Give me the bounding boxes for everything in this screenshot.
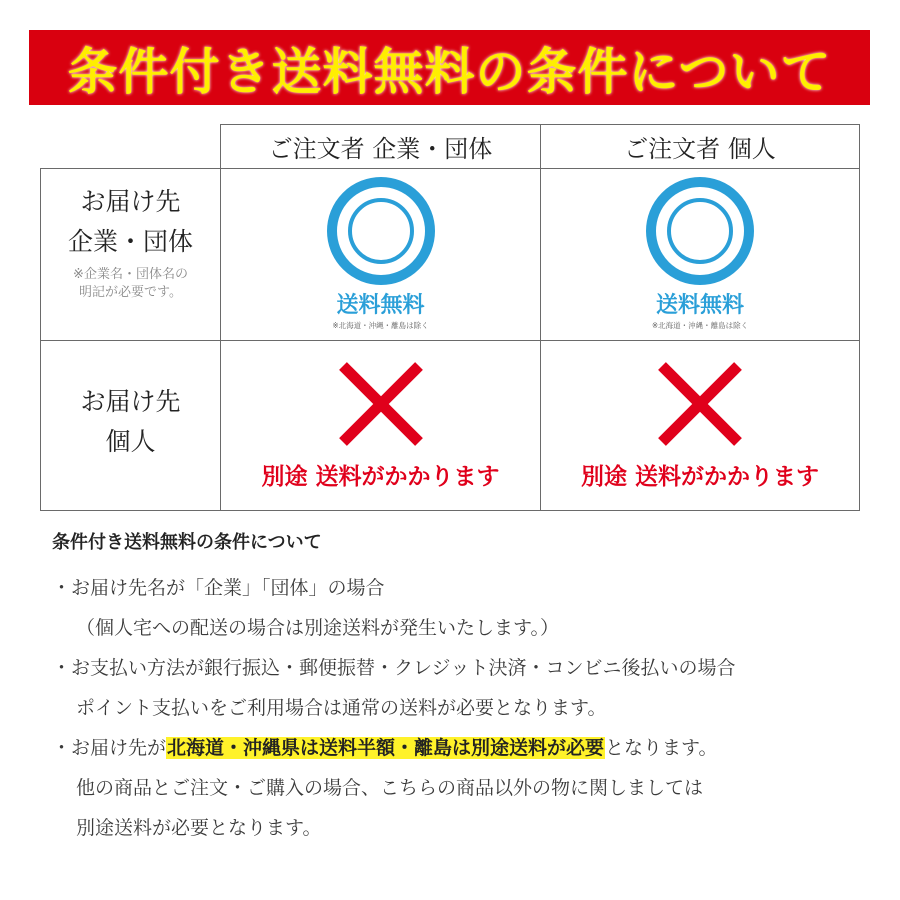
row-label-line1: お届け先	[80, 387, 181, 416]
row-label-line1: お届け先	[80, 187, 181, 216]
note-item-3-line1	[52, 728, 882, 768]
note-item-1-line2: （個人宅への配送の場合は別途送料が発生いたします。）	[76, 617, 559, 639]
note-item-3-prefix: ・お届け先が	[52, 737, 167, 759]
title-banner	[29, 30, 870, 105]
cell-individual-to-individual	[541, 356, 859, 510]
row-note-line1: ※企業名・団体名の	[73, 267, 188, 282]
row-note	[41, 266, 220, 301]
banner-title: 条件付き送料無料の条件について	[67, 42, 832, 101]
table-border-right	[859, 124, 860, 511]
notes-heading: 条件付き送料無料の条件について	[52, 532, 322, 553]
note-item-2-line2: ポイント支払いをご利用場合は通常の送料が必要となります。	[76, 697, 607, 719]
cell-individual-to-corporate	[541, 176, 859, 340]
note-item-3-suffix: となります。	[605, 737, 718, 759]
table-divider-header	[40, 168, 860, 169]
note-item-3-line3: 別途送料が必要となります。	[76, 817, 322, 839]
cross-icon	[333, 356, 429, 452]
table-divider-row	[40, 340, 860, 341]
free-shipping-label: 送料無料	[655, 293, 744, 318]
extra-shipping-label: 別途 送料がかかります	[580, 464, 819, 490]
row-label-line2: 個人	[105, 427, 156, 456]
note-item-3-highlight: 北海道・沖縄県は送料半額・離島は別途送料が必要	[167, 737, 605, 759]
table-border-bottom	[40, 510, 860, 511]
double-circle-icon	[645, 176, 755, 286]
free-shipping-label: 送料無料	[336, 293, 425, 318]
cell-corporate-to-corporate	[221, 176, 540, 340]
free-shipping-note: ※北海道・沖縄・離島は除く	[332, 321, 429, 330]
conditions-notes	[52, 528, 882, 848]
extra-shipping-label: 別途 送料がかかります	[261, 464, 500, 490]
shipping-conditions-table	[40, 124, 860, 511]
cell-corporate-to-individual	[221, 356, 540, 510]
double-circle-icon	[326, 176, 436, 286]
free-shipping-note: ※北海道・沖縄・離島は除く	[651, 321, 749, 330]
column-header-individual: ご注文者 個人	[624, 135, 776, 163]
note-item-3-line2: 他の商品とご注文・ご購入の場合、こちらの商品以外の物に関しましては	[76, 777, 704, 799]
note-item-2-line1: ・お支払い方法が銀行振込・郵便振替・クレジット決済・コンビニ後払いの場合	[52, 657, 736, 679]
row-label-corporate	[41, 182, 220, 340]
row-label-line2: 企業・団体	[67, 227, 193, 256]
cross-icon	[652, 356, 748, 452]
row-note-line2: 明記が必要です。	[79, 284, 182, 300]
column-header-corporate: ご注文者 企業・団体	[268, 135, 493, 163]
note-item-1-line1: ・お届け先名が「企業」「団体」の場合	[52, 577, 385, 599]
row-label-individual	[41, 382, 220, 510]
